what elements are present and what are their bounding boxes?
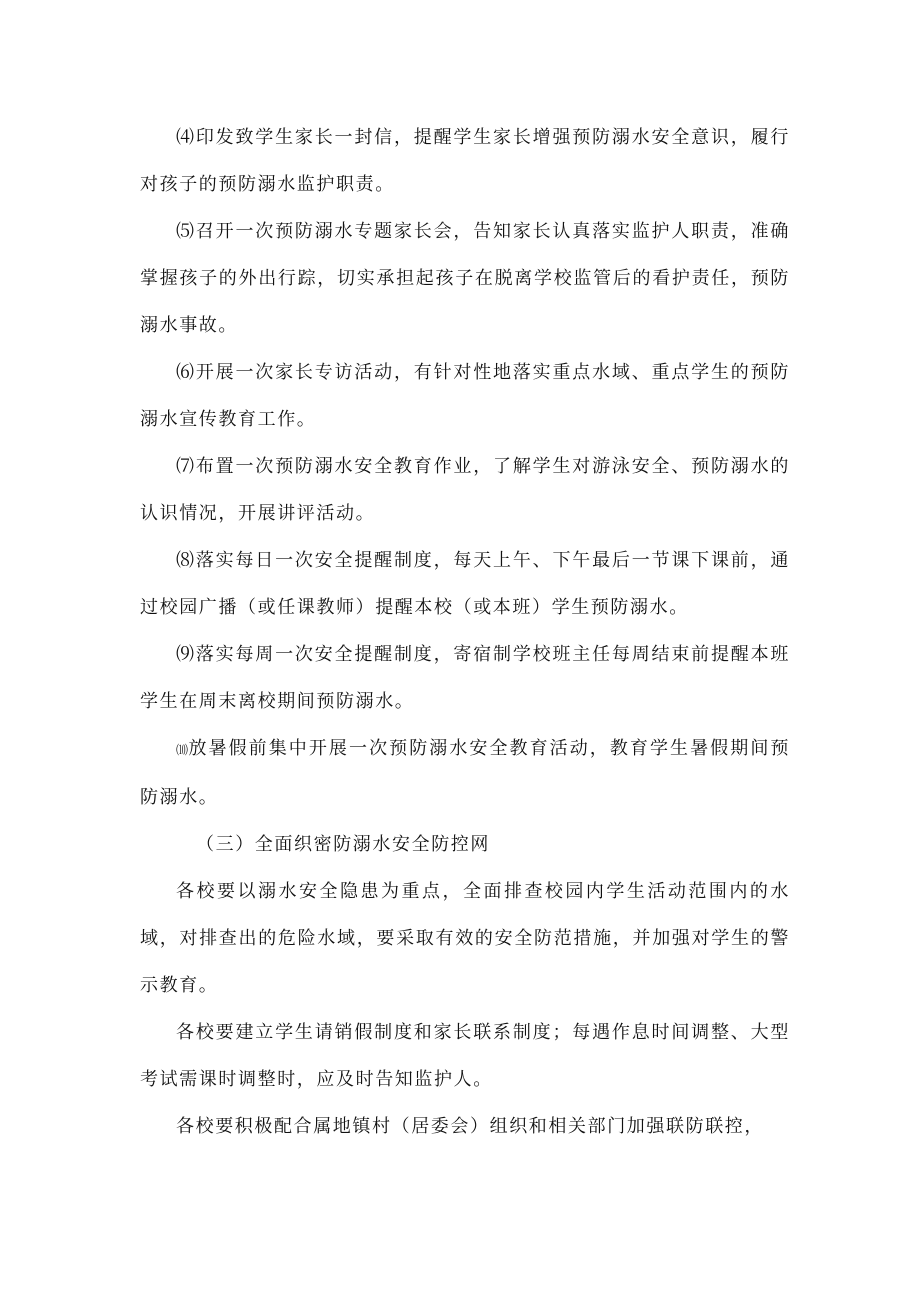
body-paragraph-1: 各校要以溺水安全隐患为重点，全面排查校园内学生活动范围内的水域，对排查出的危险水域，要采取有效的安全防范措施，并加强对学生的警示教育。 <box>140 881 790 996</box>
body-paragraph-2: 各校要建立学生请销假制度和家长联系制度；每遇作息时间调整、大型考试需课时调整时，应及时告知监护人。 <box>140 1022 790 1090</box>
document-body <box>140 114 790 1150</box>
list-item-5: ⑸召开一次预防溺水专题家长会，告知家长认真落实监护人职责，准确掌握孩子的外出行踪，切实承担起孩子在脱离学校监管后的看护责任，预防溺水事故。 <box>140 221 790 336</box>
section-heading: （三）全面织密防溺水安全防控网 <box>196 834 490 855</box>
list-item-7: ⑺布置一次预防溺水安全教育作业，了解学生对游泳安全、预防溺水的认识情况，开展讲评活动。 <box>140 456 790 524</box>
list-item-4: ⑷印发致学生家长一封信，提醒学生家长增强预防溺水安全意识，履行对孩子的预防溺水监护职责。 <box>140 127 790 195</box>
list-item-10-number: ⑽ <box>176 743 189 757</box>
list-item-8: ⑻落实每日一次安全提醒制度，每天上午、下午最后一节课下课前，通过校园广播（或任课教师）提醒本校（或本班）学生预防溺水。 <box>140 550 790 618</box>
body-paragraph-3: 各校要积极配合属地镇村（居委会）组织和相关部门加强联防联控， <box>176 1116 764 1137</box>
list-item-9: ⑼落实每周一次安全提醒制度，寄宿制学校班主任每周结束前提醒本班学生在周末离校期间预防溺水。 <box>140 644 790 712</box>
list-item-10 <box>140 725 790 821</box>
list-item-10-text: 放暑假前集中开展一次预防溺水安全教育活动，教育学生暑假期间预防溺水。 <box>140 738 790 808</box>
list-item-6: ⑹开展一次家长专访活动，有针对性地落实重点水域、重点学生的预防溺水宣传教育工作。 <box>140 362 790 430</box>
